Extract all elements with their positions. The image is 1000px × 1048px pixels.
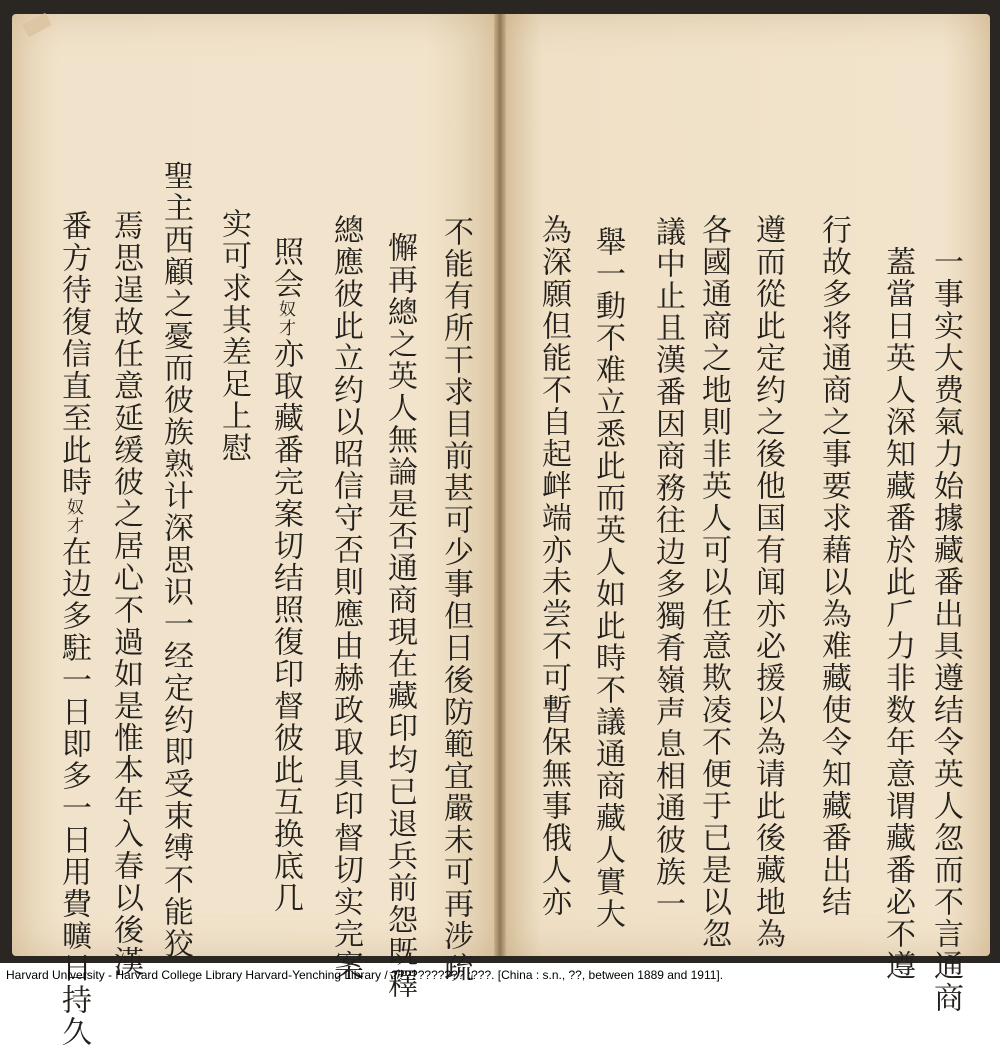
left-column-6: 聖主西顧之憂而彼族熟计深思识一经定约即受束缚不能狡 [158, 160, 193, 960]
right-column-3: 行故多将通商之事要求藉以為难藏使令知藏番出结 [816, 214, 851, 918]
right-column-5: 各國通商之地則非英人可以任意欺凌不便于已是以忽 [696, 214, 731, 950]
right-column-1: 一事实大费氣力始據藏番出具遵结令英人忽而不言通商 [928, 246, 963, 1014]
left-column-8-text-b: 在边多駐一日即多一日用費曠日持久 [56, 536, 91, 1048]
left-column-8 [56, 210, 91, 1048]
citation-footer: Harvard University - Harvard College Library Harvard-Yenching Library / ??????????? :???. [China : s.n., ??, between 1889 and 1911]. [6, 968, 724, 982]
book-gutter [494, 14, 506, 956]
left-column-3: 總應彼此立约以昭信守否則應由赫政取具印督切实完案 [328, 214, 363, 982]
right-column-4: 遵而從此定约之後他国有闻亦必援以為请此後藏地為 [750, 214, 785, 950]
left-column-2: 懈再總之英人無論是否通商現在藏印均已退兵前怨既釋 [382, 232, 417, 1000]
right-page [502, 14, 990, 956]
left-column-4-text-b: 亦取藏番完案切结照復印督彼此互换底几 [268, 338, 303, 914]
left-column-4-note: 奴才 [275, 300, 295, 338]
right-column-7: 舉一動不难立悉此而英人如此時不議通商藏人實大 [590, 226, 625, 930]
right-column-2: 蓋當日英人深知藏番於此𠂆力非数年意谓藏番必不遵 [880, 246, 915, 982]
left-column-4-text-a: 照会 [268, 236, 303, 300]
right-column-8: 為深願但能不自起衅端亦未尝不可暫保無事俄人亦 [536, 214, 571, 918]
left-column-1: 不能有所干求目前甚可少事但日後防範宜嚴未可再涉疏 [438, 216, 473, 984]
left-column-5: 实可求其差足上慰 [216, 208, 251, 464]
left-column-8-text-a: 番方待復信直至此時 [56, 210, 91, 498]
left-column-4 [268, 236, 303, 914]
left-column-8-note: 奴才 [63, 498, 83, 536]
left-column-7: 焉思逞故任意延缓彼之居心不過如是惟本年入春以後漢 [108, 210, 143, 978]
right-column-6: 議中止且漢番因商務往边多獨肴嶺声息相通彼族一 [650, 216, 685, 920]
